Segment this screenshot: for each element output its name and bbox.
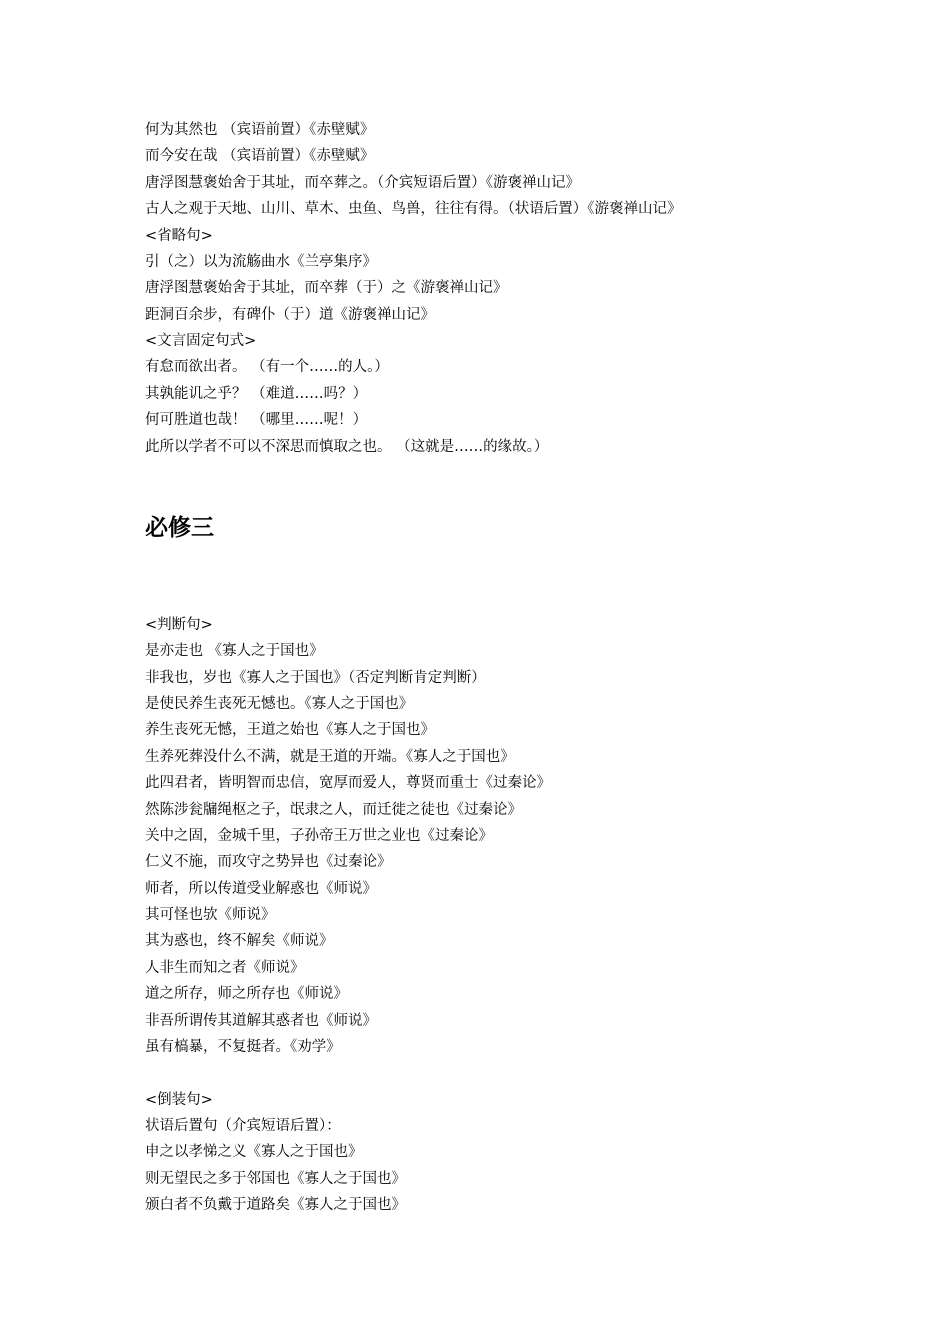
text-line: 道之所存，师之所存也《师说》 [145,986,348,1002]
text-line: 非吾所谓传其道解其惑者也《师说》 [145,1013,377,1029]
text-line: 师者，所以传道受业解惑也《师说》 [145,881,377,897]
section-label: <判断句> [145,617,213,633]
text-line: 养生丧死无憾，王道之始也《寡人之于国也》 [145,722,435,738]
text-line: 此所以学者不可以不深思而慎取之也。 （这就是……的缘故。） [145,439,549,455]
chapter-heading: 必修三 [145,515,214,541]
text-line: 生养死葬没什么不满，就是王道的开端。《寡人之于国也》 [145,749,515,765]
text-line: 其可怪也欤《师说》 [145,907,276,923]
text-line: 关中之固，金城千里，子孙帝王万世之业也《过秦论》 [145,828,493,844]
text-line: 是亦走也 《寡人之于国也》 [145,643,324,659]
text-line: 是使民养生丧死无憾也。《寡人之于国也》 [145,696,414,712]
text-line: 仁义不施，而攻守之势异也《过秦论》 [145,854,392,870]
text-line: 其孰能讥之乎？ （难道……吗？） [145,386,368,402]
text-line: 颁白者不负戴于道路矣《寡人之于国也》 [145,1197,406,1213]
text-line: 状语后置句（介宾短语后置）： [145,1118,341,1134]
text-line: 其为惑也，终不解矣《师说》 [145,933,334,949]
text-line: 则无望民之多于邻国也《寡人之于国也》 [145,1171,406,1187]
text-line: 何可胜道也哉！ （哪里……呢！） [145,412,368,428]
text-line: 人非生而知之者《师说》 [145,960,305,976]
text-line: 此四君者，皆明智而忠信，宽厚而爱人，尊贤而重士《过秦论》 [145,775,551,791]
section-label: <省略句> [145,228,213,244]
text-line: 而今安在哉 （宾语前置）《赤壁赋》 [145,148,375,164]
text-line: 唐浮图慧褒始舍于其址，而卒葬（于）之《游褒禅山记》 [145,280,508,296]
text-line: 虽有槁暴，不复挺者。《劝学》 [145,1039,341,1055]
text-line: 何为其然也 （宾语前置）《赤壁赋》 [145,122,375,138]
text-line: 申之以孝悌之义《寡人之于国也》 [145,1144,363,1160]
text-line: 距洞百余步，有碑仆（于）道《游褒禅山记》 [145,307,435,323]
section-label: <文言固定句式> [145,333,257,349]
text-line: 古人之观于天地、山川、草木、虫鱼、鸟兽，往往有得。（状语后置）《游褒禅山记》 [145,201,682,217]
text-line: 唐浮图慧褒始舍于其址，而卒葬之。（介宾短语后置）《游褒禅山记》 [145,175,580,191]
text-line: 引（之）以为流觞曲水《兰亭集序》 [145,254,377,270]
text-line: 非我也，岁也《寡人之于国也》（否定判断肯定判断） [145,670,486,686]
text-line: 然陈涉瓮牖绳枢之子，氓隶之人，而迁徙之徒也《过秦论》 [145,802,522,818]
text-line: 有怠而欲出者。 （有一个……的人。） [145,359,389,375]
section-label: <倒装句> [145,1092,213,1108]
